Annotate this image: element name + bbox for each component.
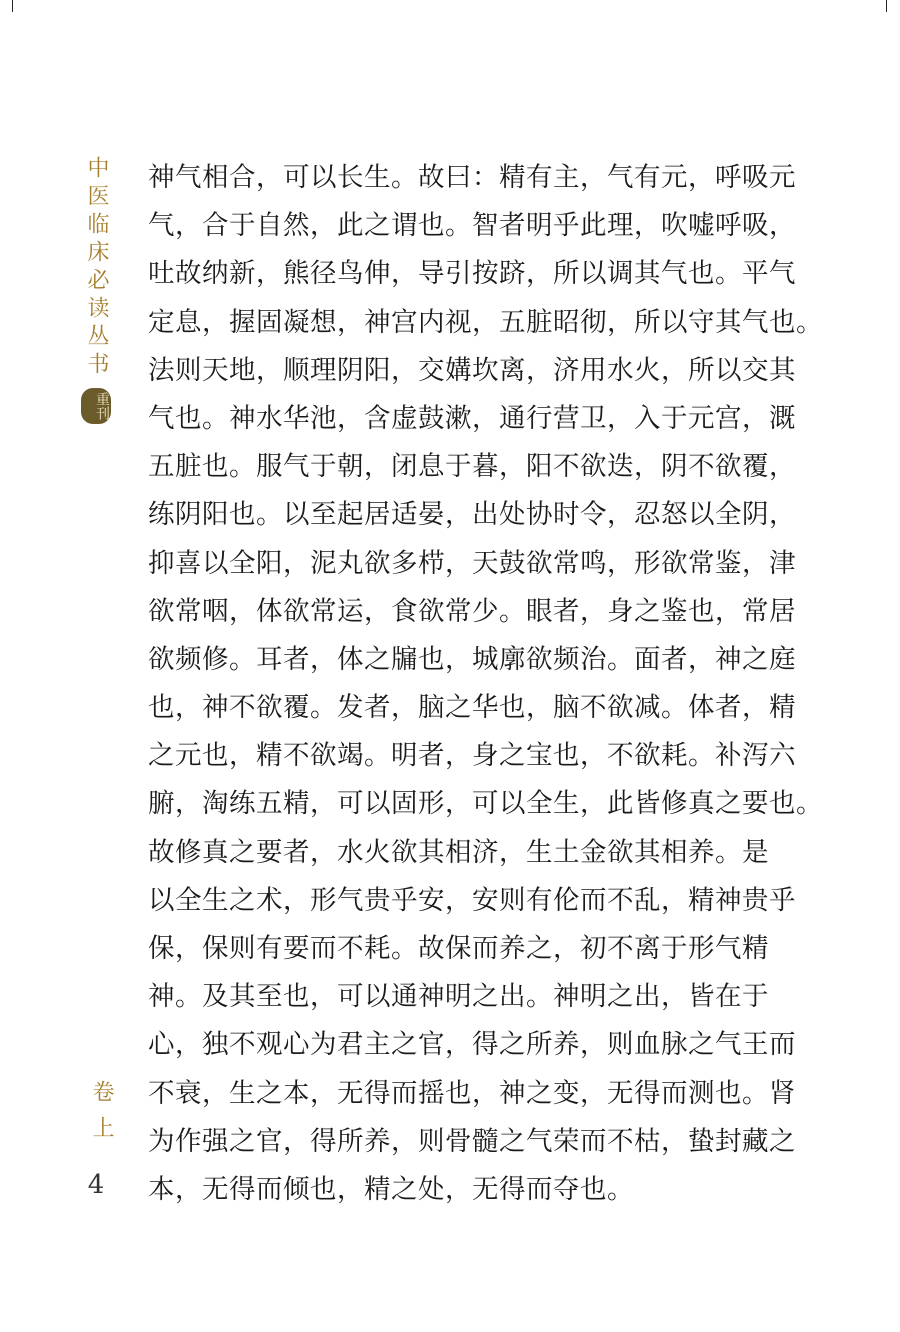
series-header <box>76 156 116 424</box>
text-line: 腑，淘练五精，可以固形，可以全生，此皆修真之要也。 <box>148 788 823 820</box>
text-line: 神气相合，可以长生。故曰：精有主，气有元，呼吸元 <box>148 162 796 193</box>
text-line: 练阴阳也。以至起居适晏，出处协时令，忍怒以全阴， <box>148 499 796 531</box>
text-line: 法则天地，顺理阴阳，交媾坎离，济用水火，所以交其 <box>148 354 796 386</box>
text-line: 神。及其至也，可以通神明之出。神明之出，皆在于 <box>148 981 769 1013</box>
crop-mark-left <box>12 0 13 12</box>
text-line: 欲频修。耳者，体之牖也，城廓欲频治。面者，神之庭 <box>148 643 796 675</box>
body-text <box>148 154 823 1214</box>
text-line: 抑喜以全阳，泥丸欲多栉，天鼓欲常鸣，形欲常鉴，津 <box>148 547 796 579</box>
crop-mark-right <box>886 0 887 12</box>
text-line: 五脏也。服气于朝，闭息于暮，阳不欲迭，阴不欲覆， <box>148 451 796 483</box>
text-line: 本，无得而倾也，精之处，无得而夺也。 <box>148 1173 634 1205</box>
volume-label: 卷上 <box>89 1080 114 1152</box>
text-line: 之元也，精不欲竭。明者，身之宝也，不欲耗。补泻六 <box>148 740 796 772</box>
text-line: 气，合于自然，此之谓也。智者明乎此理，吹嘘呼吸， <box>148 210 796 242</box>
text-line: 气也。神水华池，含虚鼓漱，通行营卫，入于元宫，溉 <box>148 402 796 434</box>
page-number: 4 <box>87 1170 105 1200</box>
text-line: 欲常咽，体欲常运，食欲常少。眼者，身之鉴也，常居 <box>148 595 796 627</box>
text-line: 保，保则有要而不耗。故保而养之，初不离于形气精 <box>148 933 769 964</box>
seal-badge: 重刊 <box>81 388 111 424</box>
series-title: 中医临床必读丛书 <box>84 156 109 380</box>
text-line: 也，神不欲覆。发者，脑之华也，脑不欲减。体者，精 <box>148 692 796 724</box>
text-line: 吐故纳新，熊径鸟伸，导引按跻，所以调其气也。平气 <box>148 258 796 290</box>
text-line: 以全生之术，形气贵乎安，安则有伦而不乱，精神贵乎 <box>148 884 796 916</box>
text-line: 不衰，生之本，无得而摇也，神之变，无得而测也。肾 <box>148 1077 796 1109</box>
text-line: 定息，握固凝想，神宫内视，五脏昭彻，所以守其气也。 <box>148 306 823 338</box>
text-line: 为作强之官，得所养，则骨髓之气荣而不枯，蛰封藏之 <box>148 1125 796 1157</box>
text-line: 故修真之要者，水火欲其相济，生土金欲其相养。是 <box>148 836 769 868</box>
text-line: 心，独不观心为君主之官，得之所养，则血脉之气王而 <box>148 1029 796 1061</box>
